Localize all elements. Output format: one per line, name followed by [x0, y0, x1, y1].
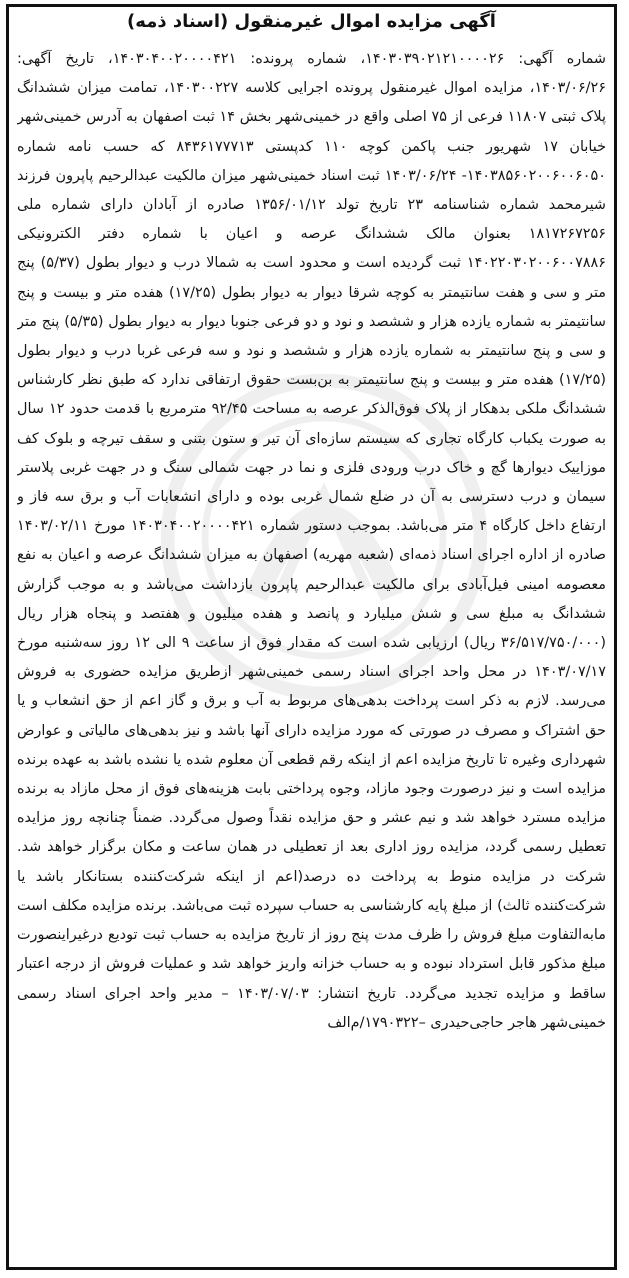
notice-box — [6, 4, 617, 1270]
notice-title: آگهی مزایده اموال غیرمنقول (اسناد ذمه) — [127, 11, 496, 32]
notice-body: شماره آگهی: ۱۴۰۳۰۳۹۰۲۱۲۱۰۰۰۰۲۶، شماره پرونده: ۱۴۰۳۰۴۰۰۲۰۰۰۰۴۲۱، تاریخ آگهی: ۱۴۰۳/۰۶/۲۶، مزایده اموال غیرمنقول پرونده اجرایی کلاسه ۱۴۰۳۰۰۲۲۷، تمامت میزان ششدانگ پلاک ثبتی ۱۱۸۰۷ فرعی از ۷۵ اصلی واقع در خمینی‌شهر بخش ۱۴ ثبت اصفهان به آدرس خمینی‌شهر خیابان ۱۷ شهریور جنب پاکمن کوچه ۱۱۰ کدپستی ۸۴۳۶۱۷۷۷۱۳ که حسب نامه شماره ۱۴۰۳۸۵۶۰۲۰۰۶۰۰۶۰۵۰- ۱۴۰۳/۰۶/۲۴ ثبت اسناد خمینی‌شهر میزان مالکیت عبدالرحیم پاپرون فرزند شیرمحمد شماره شناسنامه ۲۳ تاریخ تولد ۱۳۵۶/۰۱/۱۲ صادره از آبادان دارای شماره ملی ۱۸۱۷۲۶۷۲۵۶ بعنوان مالک ششدانگ عرصه و اعیان با شماره دفتر الکترونیکی ۱۴۰۲۲۰۳۰۲۰۰۶۰۰۷۸۸۶ ثبت گردیده است و محدود است به شمالا درب و دیوار بطول (۵/۳۷) پنج متر و سی و هفت سانتیمتر به کوچه شرقا دیوار به دیوار بطول (۱۷/۲۵) هفده متر و بیست و پنج سانتیمتر به شماره یازده هزار و ششصد و نود و دو فرعی جنوبا دیوار به دیوار بطول (۵/۳۵) پنج متر و سی و پنج سانتیمتر به شماره یازده هزار و ششصد و نود و سه فرعی غربا درب و دیوار بطول (۱۷/۲۵) هفده متر و بیست و پنج سانتیمتر به بن‌بست حقوق ارتفاقی ندارد که طبق نظر کارشناس ششدانگ ملکی بدهکار از پلاک فوق‌الذکر عرصه به مساحت ۹۲/۴۵ مترمربع با قدمت حدود ۱۲ سال به صورت یکباب کارگاه تجاری که سیستم سازه‌ای آن تیر و ستون بتنی و سقف تیرچه و بلوک کف موزاییک دیوارها گچ و خاک درب ورودی فلزی و نما در جهت شمالی سنگ و در جهت غربی پلاستر سیمان و درب دسترسی به آن در ضلع شمال غربی بوده و دارای انشعابات آب و برق سه فاز و ارتفاع داخل کارگاه ۴ متر می‌باشد. بموجب دستور شماره ۱۴۰۳۰۴۰۰۲۰۰۰۰۴۲۱ مورخ ۱۴۰۳/۰۲/۱۱ صادره از اداره اجرای اسناد ذمه‌ای (شعبه مهریه) اصفهان به میزان ششدانگ عرصه و اعیان به نفع معصومه امینی فیل‌آبادی برای مالکیت عبدالرحیم پاپرون بازداشت می‌باشد و به موجب گزارش ششدانگ به مبلغ سی و شش میلیارد و پانصد و هفده میلیون و هفتصد و پنجاه هزار ریال (۳۶/۵۱۷/۷۵۰/۰۰۰ ریال) ارزیابی شده است که مقدار فوق از ساعت ۹ الی ۱۲ روز سه‌شنبه مورخ ۱۴۰۳/۰۷/۱۷ در محل واحد اجرای اسناد رسمی خمینی‌شهر ازطریق مزایده حضوری به فروش می‌رسد. لازم به ذکر است پرداخت بدهی‌های مربوط به آب و برق و گاز اعم از حق انشعاب و یا حق اشتراک و مصرف در صورتی که مورد مزایده دارای آنها باشد و نیز بدهی‌های مالیاتی و عوارض شهرداری وغیره تا تاریخ مزایده اعم از اینکه رقم قطعی آن معلوم شده یا نشده باشد به عهده برنده مزایده است و نیز درصورت وجود مازاد، وجوه پرداختی بابت هزینه‌های فوق از محل مازاد به برنده مزایده مسترد خواهد شد و نیم عشر و حق مزایده نقداً وصول می‌گردد. ضمناً چنانچه روز مزایده تعطیل رسمی گردد، مزایده روز اداری بعد از تعطیلی در همان ساعت و مکان برگزار خواهد شد. شرکت در مزایده منوط به پرداخت ده درصد(اعم از اینکه شرکت‌کننده بستانکار باشد یا شرکت‌کننده ثالث) از مبلغ پایه کارشناسی به حساب سپرده ثبت می‌باشد. برنده مزایده مکلف است مابه‌التفاوت مبلغ فروش را ظرف مدت پنج روز از تاریخ مزایده به حساب ثبت تودیع درغیراینصورت مبلغ مذکور قابل استرداد نبوده و به حساب خزانه واریز خواهد شد و عملیات فروش از درجه اعتبار ساقط و مزایده تجدید می‌گردد. تاریخ انتشار: ۱۴۰۳/۰۷/۰۳ – مدیر واحد اجرای اسناد رسمی خمینی‌شهر هاجر حاجی‌حیدری –۱۷۹۰۳۲۲/م‌الف — [17, 51, 606, 1031]
